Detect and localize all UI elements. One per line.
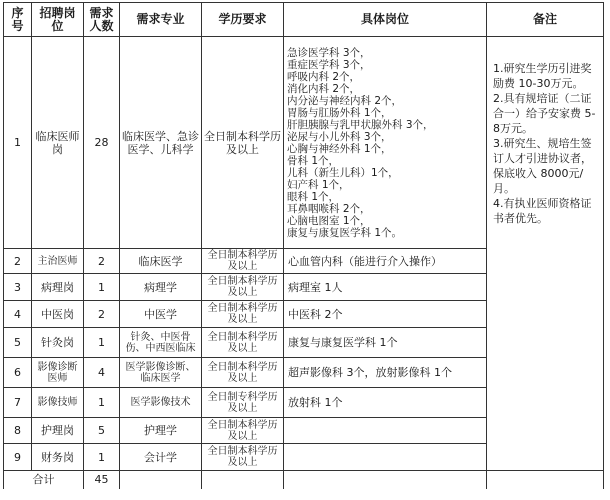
position-item: 康复与康复医学科 1个。: [287, 226, 403, 239]
position-item: 心胸与神经外科 1个，: [287, 142, 392, 155]
table-row: [4, 37, 604, 249]
row-detail: [284, 444, 487, 471]
remarks-cell: [487, 37, 604, 471]
row-count: 4: [84, 358, 120, 388]
remark-item: 4.有执业医师资格证书者优先。: [493, 197, 592, 225]
total-label: 合计: [4, 471, 84, 489]
row-major: 病理学: [120, 274, 202, 301]
total-empty-remark: [487, 471, 604, 489]
row-index: 2: [4, 249, 32, 274]
header-positions: 具体岗位: [284, 3, 487, 37]
header-post: 招聘岗位: [32, 3, 84, 37]
row-post: 护理岗: [32, 418, 84, 444]
header-count: 需求人数: [84, 3, 120, 37]
row-count: 1: [84, 328, 120, 358]
remark-item: 2.具有规培证（二证合一）给予安家费 5-8万元。: [493, 92, 596, 135]
row-index: 1: [4, 37, 32, 249]
row-index: 4: [4, 301, 32, 328]
row-index: 8: [4, 418, 32, 444]
row-education: 全日制专科学历及以上: [202, 388, 284, 418]
position-item: 眼科 1个，: [287, 190, 340, 203]
row-education: 全日制本科学历及以上: [202, 274, 284, 301]
row-post: 病理岗: [32, 274, 84, 301]
row-count: 1: [84, 444, 120, 471]
position-item: 肝胆胰腺与乳甲状腺外科 3个，: [287, 118, 434, 131]
row-index: 6: [4, 358, 32, 388]
position-item: 骨科 1个，: [287, 154, 340, 167]
position-item: 心脑电图室 1个，: [287, 214, 371, 227]
row-major: 中医学: [120, 301, 202, 328]
header-education: 学历要求: [202, 3, 284, 37]
row-detail: 康复与康复医学科 1个: [284, 328, 487, 358]
row-major: 临床医学: [120, 249, 202, 274]
row-index: 3: [4, 274, 32, 301]
header-remark: 备注: [487, 3, 604, 37]
row-detail: 放射科 1个: [284, 388, 487, 418]
row-detail: 病理室 1人: [284, 274, 487, 301]
position-item: 内分泌与神经内科 2个，: [287, 94, 403, 107]
total-empty-major: [120, 471, 202, 489]
row-detail: 中医科 2个: [284, 301, 487, 328]
position-item: 呼吸内科 2个，: [287, 70, 361, 83]
row-major: 护理学: [120, 418, 202, 444]
row-major: 医学影像技术: [120, 388, 202, 418]
total-empty-positions: [284, 471, 487, 489]
row-education: 全日制本科学历及以上: [202, 328, 284, 358]
total-row: [4, 471, 604, 489]
position-item: 胃肠与肛肠外科 1个，: [287, 106, 392, 119]
row-major: 临床医学、急诊医学、儿科学: [120, 37, 202, 249]
position-item: 耳鼻咽喉科 2个，: [287, 202, 371, 215]
row-index: 5: [4, 328, 32, 358]
row-index: 7: [4, 388, 32, 418]
row-count: 28: [84, 37, 120, 249]
row-post: 主治医师: [32, 249, 84, 274]
row-detail: 心血管内科（能进行介入操作）: [284, 249, 487, 274]
total-empty-education: [202, 471, 284, 489]
remark-item: 1.研究生学历引进奖励费 10-30万元。: [493, 62, 592, 90]
row-post: 影像技师: [32, 388, 84, 418]
row-post: 财务岗: [32, 444, 84, 471]
row-index: 9: [4, 444, 32, 471]
remark-item: 3.研究生、规培生签订人才引进协议者，保底收入 8000元/月。: [493, 137, 592, 195]
row-count: 2: [84, 301, 120, 328]
row-count: 1: [84, 274, 120, 301]
recruitment-table: [3, 2, 604, 489]
row-count: 2: [84, 249, 120, 274]
row-positions-list: [284, 37, 487, 249]
position-item: 儿科（新生儿科）1个，: [287, 166, 399, 179]
position-item: 消化内科 2个，: [287, 82, 361, 95]
row-post: 临床医师岗: [32, 37, 84, 249]
position-item: 妇产科 1个，: [287, 178, 350, 191]
row-education: 全日制本科学历及以上: [202, 37, 284, 249]
row-detail: [284, 418, 487, 444]
row-education: 全日制本科学历及以上: [202, 301, 284, 328]
position-item: 泌尿与小儿外科 3个，: [287, 130, 392, 143]
row-major: 针灸、中医骨伤、中西医临床: [120, 328, 202, 358]
row-detail: 超声影像科 3个，放射影像科 1个: [284, 358, 487, 388]
row-education: 全日制本科学历及以上: [202, 358, 284, 388]
header-major: 需求专业: [120, 3, 202, 37]
position-item: 急诊医学科 3个，: [287, 46, 371, 59]
row-education: 全日制本科学历及以上: [202, 444, 284, 471]
row-major: 医学影像诊断、临床医学: [120, 358, 202, 388]
row-post: 中医岗: [32, 301, 84, 328]
row-count: 1: [84, 388, 120, 418]
row-education: 全日制本科学历及以上: [202, 249, 284, 274]
row-education: 全日制本科学历及以上: [202, 418, 284, 444]
row-major: 会计学: [120, 444, 202, 471]
row-post: 影像诊断医师: [32, 358, 84, 388]
header-index: 序号: [4, 3, 32, 37]
header-row: [4, 3, 604, 37]
row-post: 针灸岗: [32, 328, 84, 358]
row-count: 5: [84, 418, 120, 444]
total-count: 45: [84, 471, 120, 489]
position-item: 重症医学科 3个，: [287, 58, 371, 71]
